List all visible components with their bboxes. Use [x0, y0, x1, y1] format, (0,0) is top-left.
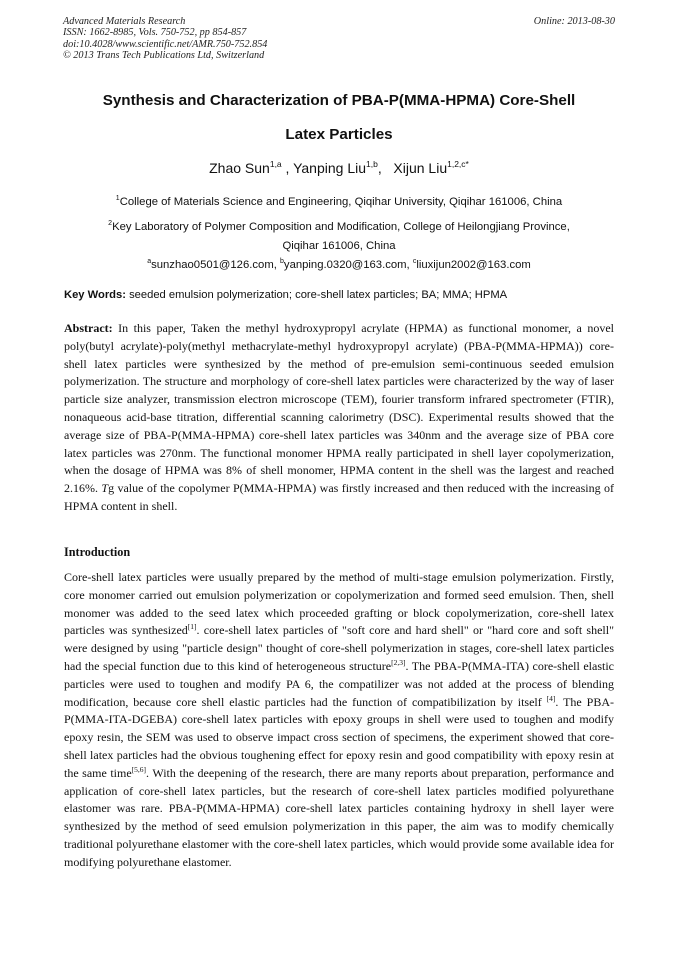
email-link[interactable]: sunzhao0501@126.com, — [151, 259, 281, 271]
section-heading-introduction: Introduction — [64, 545, 131, 559]
affiliation-2-city: Qiqihar 161006, China — [282, 240, 396, 252]
email-sup: b — [280, 258, 284, 265]
author-name: Zhao Sun — [209, 160, 270, 176]
author-sup: 1,a — [269, 159, 282, 169]
author-sep: , — [377, 160, 394, 176]
abstract-label: Abstract: — [64, 321, 113, 335]
paper-title-line-2: Latex Particles — [285, 126, 393, 143]
abstract-text-2: g value of the copolymer P(MMA-HPMA) was firstly increased and then reduced with the increasing of HPMA content in shell. — [64, 481, 615, 513]
author-emails — [40, 259, 638, 271]
abstract-paragraph — [64, 320, 614, 516]
affiliation-sup: 1 — [115, 195, 120, 202]
journal-issn: ISSN: 1662-8985, Vols. 750-752, pp 854-857 — [63, 27, 247, 39]
intro-text: . With the deepening of the research, there are many reports about preparation, performance and application of core-shell latex particles, but the research of core-shell latex particles modified polyurethane elastomer was rare. PBA-P(MMA-HPMA) core-shell latex particles containing hydroxy in shell layer were synthesized by the method of seed emulsion polymerization in this paper, the aim was to modify chemically traditional polyurethane elastomer with the core-shell latex particles, which would provide some available idea for modifying polyurethane elastomer. — [64, 765, 614, 869]
affiliation-text: Key Laboratory of Polymer Composition and Modification, College of Heilongjiang Province, — [112, 221, 570, 233]
journal-header — [63, 16, 267, 62]
author-sup: 1,b — [366, 159, 378, 169]
keywords — [64, 289, 624, 301]
intro-text: . The PBA-P(MMA-ITA) core-shell elastic particles were used to toughen and modify PA 6, the compatilizer was not added at the process of blending modification, because core shell elastic particles had the function of compatibilization by itself — [64, 658, 614, 709]
citation-ref[interactable]: [4] — [546, 693, 556, 703]
intro-text: Core-shell latex particles were usually prepared by the method of multi-stage emulsion polymerization. Firstly, core monomer carried out emulsion polymerization or copolymerization and formed seed emulsion. Then, shell monomer was added to the seed latex which proceeded grafting or block copolymerization, core-shell latex particles was synthesized — [64, 570, 614, 638]
email-sup: c — [412, 258, 417, 265]
email-link[interactable]: yanping.0320@163.com, — [283, 259, 413, 271]
intro-text: . The PBA-P(MMA-ITA-DGEBA) core-shell latex particles with epoxy groups in shell were used to toughen and modify epoxy resin, the SEM was used to observe impact cross section of specimens, the experiment showed that core-shell latex particles had the obvious toughening effect for epoxy resin and good compatibility with epoxy resin at the same time — [64, 694, 614, 780]
journal-copyright: © 2013 Trans Tech Publications Ltd, Switzerland — [63, 50, 265, 62]
citation-ref[interactable]: [2,3] — [391, 657, 406, 667]
tg-symbol: T — [101, 481, 109, 496]
journal-doi[interactable]: doi:10.4028/www.scientific.net/AMR.750-752.854 — [63, 38, 268, 50]
author-sup: 1,2,c* — [447, 159, 469, 169]
intro-text: . core-shell latex particles of "soft core and hard shell" or "hard core and soft shell" were designed by using "particle design" thought of core-shell polymerization in stages, core-shell latex particles had the special function due to this kind of heterogeneous structure — [64, 623, 614, 673]
email-sup: a — [147, 258, 152, 265]
affiliation-sup: 2 — [108, 220, 113, 227]
author-name: Xijun Liu — [393, 160, 448, 176]
citation-ref[interactable]: [5,6] — [131, 764, 147, 774]
citation-ref[interactable]: [1] — [187, 622, 197, 632]
abstract-text: In this paper, Taken the methyl hydroxypropyl acrylate (HPMA) as functional monomer, a novel poly(butyl acrylate)-poly(methyl methacrylate-methyl hydroxypropyl acrylate) (PBA-P(MMA-HPMA)) core-shell latex particles were synthesized by the method of pre-emulsion semi-continuous seeded emulsion polymerization. The structure and morphology of core-shell latex particles were characterized by the way of laser particle size analyzer, transmission electron microscope (TEM), fourier transform infrared spectrometer (FTIR), nonaqueous acid-base titration, differential scanning calorimetry (DSC). Experimental results showed that the average size of PBA-P(MMA-HPMA) core-shell latex particles was 340nm and the average size of PBA core latex particles was 270nm. The functional monomer HPMA really participated in shell layer copolymerization, when the dosage of HPMA was 8% of shell monomer, HPMA content in the shell was the largest and reached 2.16%. — [64, 321, 614, 496]
paper-title-line-1: Synthesis and Characterization of PBA-P(MMA-HPMA) Core-Shell — [102, 92, 576, 109]
affiliation-1 — [40, 196, 638, 208]
journal-name: Advanced Materials Research — [63, 16, 186, 27]
email-link[interactable]: liuxijun2002@163.com — [416, 259, 531, 271]
affiliation-text: College of Materials Science and Engineering, Qiqihar University, Qiqihar 161006, China — [119, 196, 563, 208]
online-date: Online: 2013-08-30 — [533, 16, 615, 27]
affiliation-2 — [40, 221, 638, 233]
author-name: Yanping Liu — [293, 160, 367, 176]
author-list — [40, 160, 638, 176]
keywords-label: Key Words: — [64, 289, 126, 301]
author-sep: , — [281, 160, 294, 176]
introduction-paragraph — [64, 569, 614, 872]
keywords-text: seeded emulsion polymerization; core-shell latex particles; BA; MMA; HPMA — [125, 289, 508, 301]
